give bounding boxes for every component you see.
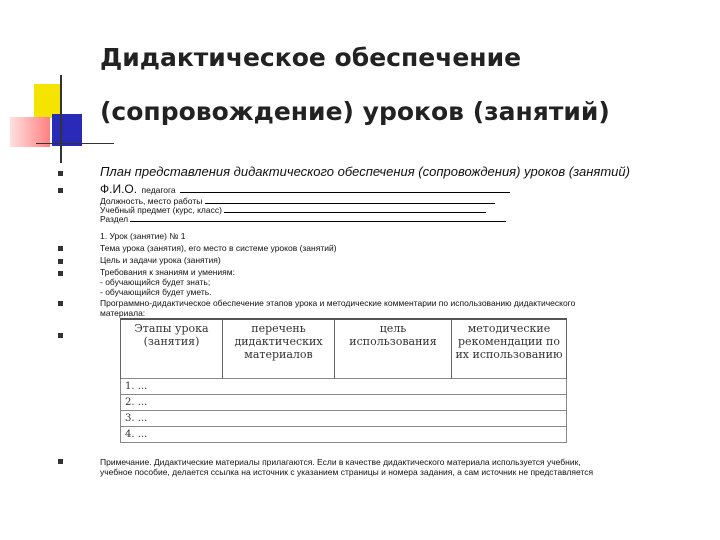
decor-yellow-square [34, 84, 60, 118]
table-cell: 4. ... [121, 427, 567, 443]
bullet [58, 459, 63, 464]
title-line-2: (сопровождение) уроков (занятий) [100, 97, 610, 126]
form-line-blank [130, 213, 506, 222]
decor-horizontal-line [36, 143, 114, 144]
table-header-stages: Этапы урока (занятия) [121, 319, 223, 379]
table-cell: 2. ... [121, 395, 567, 411]
bullet [58, 246, 63, 251]
table-row [121, 395, 567, 411]
didactic-table [120, 318, 567, 443]
note-line-2: учебное пособие, делается ссылка на источник с указанием страницы и номера задания, а сам источник не представляется [100, 467, 594, 477]
lesson-support-cont: материала: [100, 308, 146, 318]
fio-prefix: Ф.И.О. [100, 182, 138, 196]
decor-blue-square [52, 114, 82, 146]
lesson-topic: Тема урока (занятия), его место в системе уроков (занятий) [100, 243, 337, 253]
bullet [58, 259, 63, 264]
lesson-requirements: Требования к знаниям и умениям: [100, 267, 235, 277]
note-line-1: Примечание. Дидактические материалы прилагаются. Если в качестве дидактического материала используется учебник, [100, 457, 581, 467]
lesson-support: Программно-дидактическое обеспечение этапов урока и методические комментарии по использованию дидактического [100, 298, 576, 308]
table-header-row [121, 319, 567, 379]
bullet [58, 171, 63, 176]
fio-label: педагога [141, 185, 176, 195]
table-row [121, 411, 567, 427]
lesson-goal: Цель и задачи урока (занятия) [100, 255, 221, 265]
form-line-blank [205, 195, 495, 204]
title-line-1: Дидактическое обеспечение [100, 43, 522, 72]
table-cell: 3. ... [121, 411, 567, 427]
form-line-subject-label: Учебный предмет (курс, класс) [100, 205, 222, 215]
table-row [121, 427, 567, 443]
form-line-position-label: Должность, место работы [100, 196, 203, 206]
bullet [58, 301, 63, 306]
form-line-section-label: Раздел [100, 214, 129, 224]
form-line-section [100, 213, 506, 224]
table-header-recommendations: методические рекомендации по их использованию [452, 319, 567, 379]
table-cell: 1. ... [121, 379, 567, 395]
table-header-purpose: цель использования [335, 319, 452, 379]
lesson-can: - обучающийся будет уметь. [100, 287, 212, 297]
bullet [58, 188, 63, 193]
decor-vertical-line [60, 75, 62, 163]
bullet [58, 271, 63, 276]
plan-heading: План представления дидактического обеспечения (сопровождения) уроков (занятий) [100, 164, 630, 179]
table-header-materials: перечень дидактических материалов [223, 319, 335, 379]
lesson-know: - обучающийся будет знать; [100, 277, 211, 287]
lesson-number: 1. Урок (занятие) № 1 [100, 231, 186, 241]
table-row [121, 379, 567, 395]
form-line-blank [224, 204, 486, 213]
fio-blank-line [180, 184, 510, 193]
bullet [58, 333, 63, 338]
